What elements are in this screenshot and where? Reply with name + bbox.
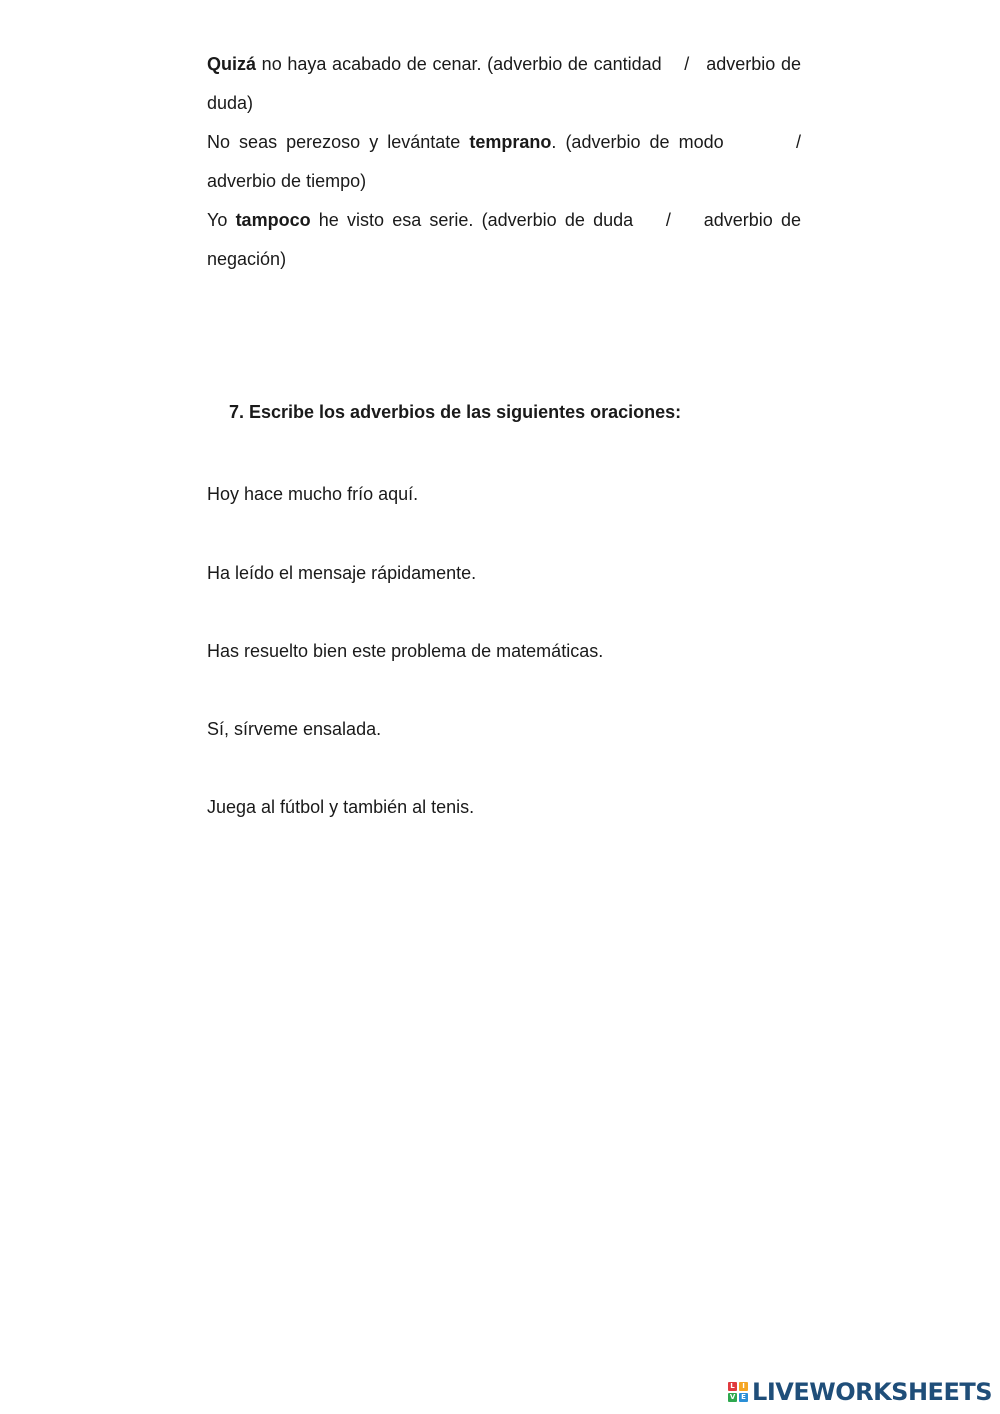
logo-mark-letter: L bbox=[728, 1382, 737, 1391]
sentence-tampoco bbox=[207, 201, 801, 279]
liveworksheets-logo bbox=[728, 1378, 992, 1406]
exercise-sentence: Juega al fútbol y también al tenis. bbox=[207, 797, 475, 817]
sentence-text-after: . (adverbio de modo / adverbio de tiempo) bbox=[207, 132, 801, 191]
logo-mark-letter: V bbox=[729, 1393, 736, 1401]
sentence-text-after: no haya acabado de cenar. (adverbio de cantidad / adverbio de duda) bbox=[207, 54, 801, 113]
sentence-text-after: he visto esa serie. (adverbio de duda / adverbio de negación) bbox=[207, 210, 801, 269]
exercise-sentence: Hoy hace mucho frío aquí. bbox=[207, 484, 419, 504]
exercise-sentence: Sí, sírveme ensalada. bbox=[207, 719, 382, 739]
exercise-heading: 7. Escribe los adverbios de las siguientes oraciones: bbox=[229, 402, 682, 422]
target-adverb: tampoco bbox=[235, 210, 311, 230]
target-adverb: temprano bbox=[469, 132, 552, 152]
logo-mark-letter: E bbox=[739, 1393, 748, 1402]
exercise-sentence: Has resuelto bien este problema de matemáticas. bbox=[207, 641, 604, 661]
liveworksheets-logo-icon bbox=[728, 1382, 748, 1402]
sentence-temprano bbox=[207, 123, 801, 201]
sentence-quiza bbox=[207, 45, 801, 123]
sentence-text-before: No seas perezoso y levántate bbox=[207, 132, 470, 152]
exercise-sentence: Ha leído el mensaje rápidamente. bbox=[207, 563, 477, 583]
liveworksheets-logo-text: LIVEWORKSHEETS bbox=[752, 1378, 992, 1406]
sentence-text-before: Yo bbox=[207, 210, 236, 230]
target-adverb: Quizá bbox=[207, 54, 257, 74]
logo-mark-letter: I bbox=[739, 1382, 748, 1391]
